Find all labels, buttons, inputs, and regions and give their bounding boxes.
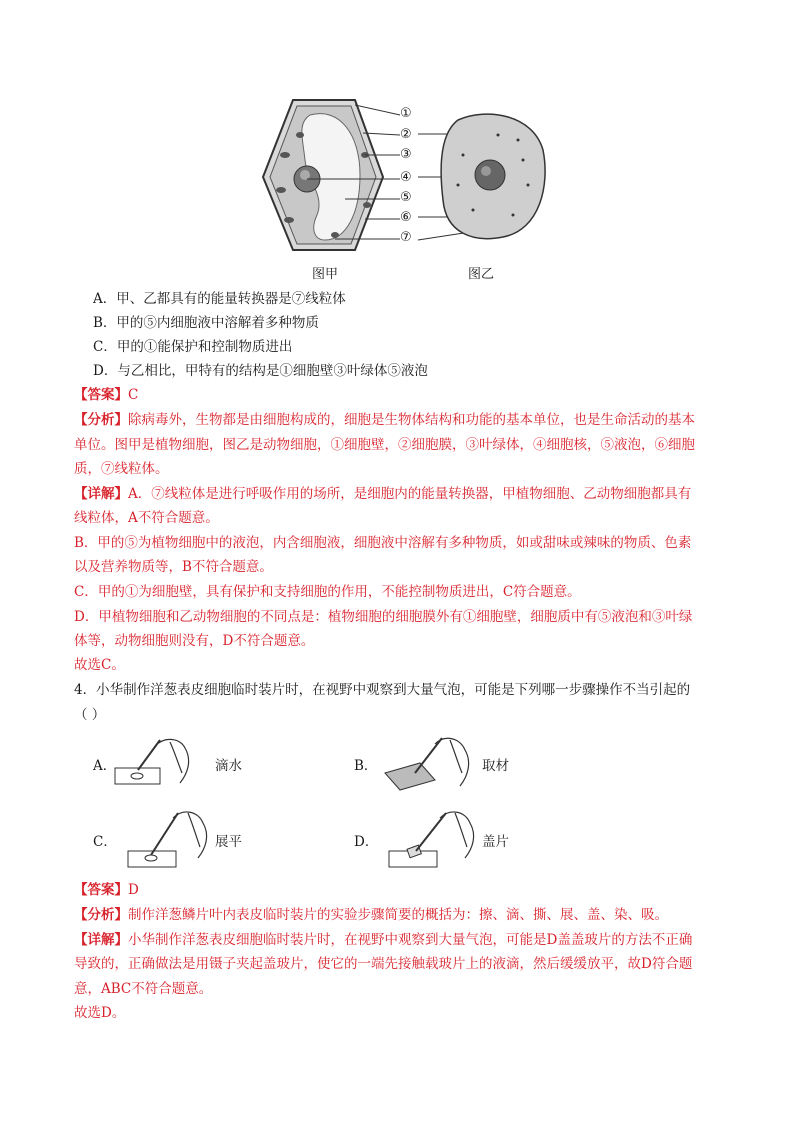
q4-stem: 4．小华制作洋葱表皮细胞临时装片时，在视野中观察到大量气泡，可能是下列哪一步骤操作不当引起的 (74, 682, 691, 698)
analysis-text: 除病毒外，生物都是由细胞构成的，细胞是生物体结构和功能的基本单位，也是生命活动的基本 (128, 412, 695, 428)
marker-7: ⑦ (400, 230, 412, 245)
caption-plant-cell: 图甲 (312, 267, 339, 282)
detail-text: 小华制作洋葱表皮细胞临时装片时，在视野中观察到大量气泡，可能是D盖盖玻片的方法不正确 (128, 932, 693, 948)
q3-answer (74, 385, 138, 405)
q3-option-c: C．甲的①能保护和控制物质进出 (93, 339, 293, 355)
q4-option-a-label: 滴水 (215, 758, 242, 774)
marker-3: ③ (400, 147, 412, 162)
needle-hand-illustration (123, 803, 213, 871)
q4-detail-line-2: 导致的，正确做法是用镊子夹起盖玻片，使它的一端先接触载玻片上的液滴，然后缓缓放平，故D符合题 (74, 956, 693, 972)
marker-2: ② (400, 127, 412, 142)
q4-detail-line-3: 意，ABC不符合题意。 (74, 981, 213, 997)
q3-option-d: D．与乙相比，甲特有的结构是①细胞壁③叶绿体⑤液泡 (93, 363, 428, 379)
q3-analysis-line-1 (74, 410, 695, 430)
q3-detail-line-7: 体等，动物细胞则没有，D不符合题意。 (74, 633, 315, 649)
caption-animal-cell: 图乙 (468, 267, 495, 282)
q3-conclusion: 故选C。 (74, 657, 125, 673)
q4-option-d-letter: D． (354, 834, 379, 850)
marker-6: ⑥ (400, 210, 412, 225)
q4-option-c-label: 展平 (215, 834, 242, 850)
animal-cell-diagram (418, 105, 553, 245)
q4-option-b-label: 取材 (482, 758, 509, 774)
q4-option-c-letter: C． (93, 834, 117, 850)
q3-detail-line-5: C．甲的①为细胞壁，具有保护和支持细胞的作用，不能控制物质进出，C符合题意。 (74, 584, 581, 600)
detail-text: A．⑦线粒体是进行呼吸作用的场所，是细胞内的能量转换器，甲植物细胞、乙动物细胞都具有 (128, 486, 692, 502)
tweezers-hand-illustration (380, 728, 480, 793)
plant-cell-diagram (255, 95, 405, 255)
marker-5: ⑤ (400, 190, 412, 205)
q4-answer (74, 880, 139, 900)
marker-1: ① (400, 106, 412, 121)
analysis-text: 制作洋葱鳞片叶内表皮临时装片的实验步骤简要的概括为：擦、滴、撕、展、盖、染、吸。 (128, 907, 668, 923)
q4-conclusion: 故选D。 (74, 1005, 126, 1021)
q3-analysis-line-2: 单位。图甲是植物细胞，图乙是动物细胞，①细胞壁，②细胞膜，③叶绿体，④细胞核，⑤液泡，⑥细胞 (74, 437, 695, 453)
q3-option-b: B．甲的⑤内细胞液中溶解着多种物质 (93, 315, 319, 331)
analysis-tag: 【分析】 (74, 907, 128, 923)
q4-analysis (74, 905, 668, 925)
q4-option-a-letter: A． (93, 758, 117, 774)
q3-detail-line-6: D．甲植物细胞和乙动物细胞的不同点是：植物细胞的细胞膜外有①细胞壁，细胞质中有⑤液泡和③叶绿 (74, 609, 693, 625)
answer-value: C (128, 387, 139, 403)
answer-tag: 【答案】 (74, 882, 128, 898)
q3-detail-line-4: 以及营养物质等，B不符合题意。 (74, 559, 273, 575)
dropper-hand-illustration (110, 728, 200, 793)
marker-4: ④ (400, 170, 412, 185)
q3-detail-line-2: 线粒体，A不符合题意。 (74, 510, 219, 526)
detail-tag: 【详解】 (74, 486, 128, 502)
q3-analysis-line-3: 质，⑦线粒体。 (74, 461, 169, 477)
q4-option-b-letter: B． (354, 758, 378, 774)
q3-option-a: A．甲、乙都具有的能量转换器是⑦线粒体 (93, 291, 346, 307)
q3-detail-line-3: B．甲的⑤为植物细胞中的液泡，内含细胞液，细胞液中溶解有多种物质，如或甜味或辣味的物质、色素 (74, 535, 692, 551)
q3-detail-line-1 (74, 484, 691, 504)
q4-option-d-label: 盖片 (482, 834, 509, 850)
answer-value: D (128, 882, 139, 898)
detail-tag: 【详解】 (74, 932, 128, 948)
q4-detail-line-1 (74, 930, 692, 950)
analysis-tag: 【分析】 (74, 412, 128, 428)
q4-stem-blank: （ ） (74, 707, 106, 723)
answer-tag: 【答案】 (74, 387, 128, 403)
cover-slip-hand-illustration (384, 803, 479, 871)
